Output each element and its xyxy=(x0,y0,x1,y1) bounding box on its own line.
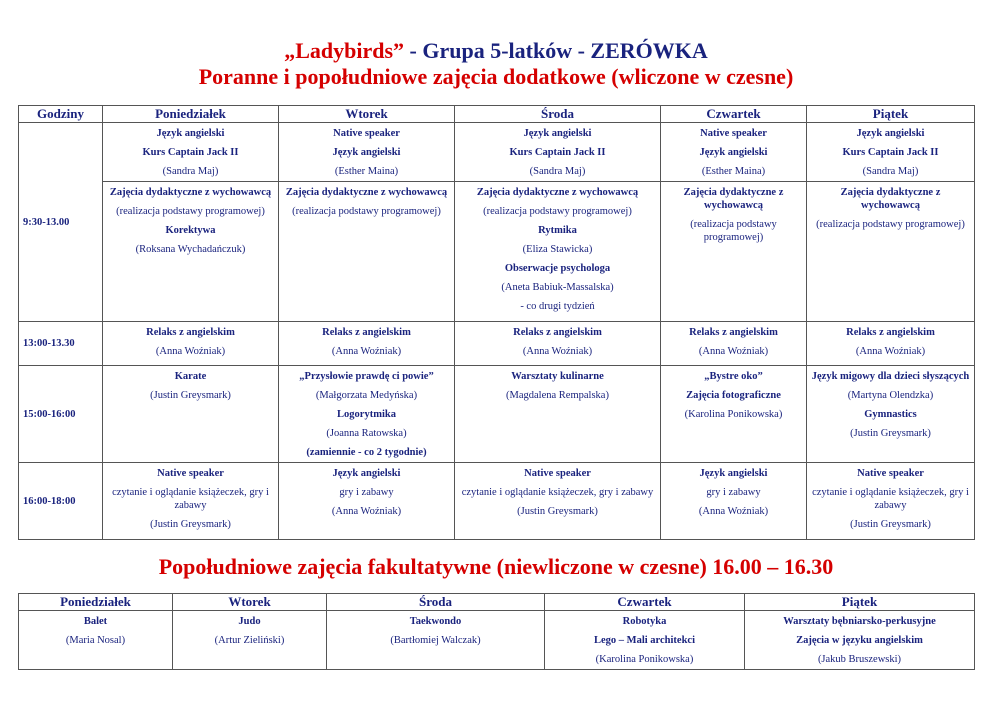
schedule-cell-line: Zajęcia dydaktyczne z wychowawcą xyxy=(840,187,941,211)
schedule-cell-line: (Anna Woźniak) xyxy=(155,346,226,357)
schedule-cell xyxy=(279,322,455,366)
schedule-row xyxy=(19,366,975,463)
schedule-cell xyxy=(455,463,661,540)
elective-cell-line: (Karolina Ponikowska) xyxy=(595,654,694,665)
schedule-cell-line: Język angielski xyxy=(332,468,401,479)
elective-cell xyxy=(545,611,745,670)
schedule-cell xyxy=(279,123,455,182)
schedule-cell-line: (Magdalena Rempalska) xyxy=(506,390,609,401)
schedule-cell-line: (Eliza Stawicka) xyxy=(522,244,593,255)
schedule-cell xyxy=(661,123,807,182)
schedule-cell-line: Obserwacje psychologa xyxy=(504,263,611,274)
schedule-cell-line: Native speaker xyxy=(700,128,767,139)
schedule-cell-line: (Aneta Babiuk-Massalska) xyxy=(501,282,614,293)
elective-cell xyxy=(745,611,975,670)
schedule-cell-line: Karate xyxy=(174,371,207,382)
electives-header-wednesday: Środa xyxy=(327,594,545,611)
schedule-cell-line: Relaks z angielskim xyxy=(146,327,235,338)
schedule-cell-line: Native speaker xyxy=(524,468,591,479)
col-header-friday: Piątek xyxy=(807,106,975,123)
schedule-cell-line: (Małgorzata Medyńska) xyxy=(315,390,418,401)
schedule-cell-line: Język angielski xyxy=(699,468,768,479)
schedule-cell-line: (Justin Greysmark) xyxy=(850,428,931,439)
schedule-cell-line: Gymnastics xyxy=(864,409,917,420)
elective-cell-line: Judo xyxy=(238,616,261,627)
schedule-cell-line: (Sandra Maj) xyxy=(162,166,219,177)
schedule-cell xyxy=(279,463,455,540)
schedule-cell-line: Kurs Captain Jack II xyxy=(842,147,939,158)
col-header-thursday: Czwartek xyxy=(661,106,807,123)
electives-title: Popołudniowe zajęcia fakultatywne (niewliczone w czesne) 16.00 – 16.30 xyxy=(158,554,834,579)
schedule-cell xyxy=(807,463,975,540)
electives-header-friday: Piątek xyxy=(745,594,975,611)
schedule-cell xyxy=(807,322,975,366)
elective-cell xyxy=(19,611,173,670)
schedule-cell-line: (Esther Maina) xyxy=(334,166,399,177)
elective-cell-line: (Artur Zieliński) xyxy=(214,635,285,646)
schedule-cell-line: Język angielski xyxy=(523,128,592,139)
schedule-cell xyxy=(103,123,279,182)
schedule-cell-line: Język angielski xyxy=(332,147,401,158)
schedule-cell-line: (realizacja podstawy programowej) xyxy=(483,206,632,217)
schedule-cell-line: Native speaker xyxy=(857,468,924,479)
schedule-cell-line: Zajęcia dydaktyczne z wychowawcą xyxy=(109,187,272,198)
schedule-cell-line: Rytmika xyxy=(538,225,577,236)
schedule-cell-line: Native speaker xyxy=(333,128,400,139)
col-header-hours: Godziny xyxy=(19,106,103,123)
schedule-cell-line: Zajęcia dydaktyczne z wychowawcą xyxy=(285,187,448,198)
schedule-cell-line: czytanie i oglądanie książeczek, gry i zabawy xyxy=(461,487,654,498)
schedule-cell-line: (Joanna Ratowska) xyxy=(326,428,407,439)
schedule-cell-line: czytanie i oglądanie książeczek, gry i zabawy xyxy=(112,487,269,511)
page-title xyxy=(0,38,992,64)
schedule-cell xyxy=(279,366,455,463)
schedule-cell-line: (realizacja podstawy programowej) xyxy=(690,219,777,243)
schedule-cell xyxy=(661,463,807,540)
schedule-cell xyxy=(455,123,661,182)
schedule-cell-line: Zajęcia dydaktyczne z wychowawcą xyxy=(683,187,784,211)
electives-table xyxy=(18,593,975,670)
electives-row xyxy=(19,611,975,670)
schedule-cell-line: (Anna Woźniak) xyxy=(855,346,926,357)
schedule-cell xyxy=(661,182,807,322)
schedule-cell-line: Native speaker xyxy=(157,468,224,479)
schedule-cell xyxy=(807,123,975,182)
schedule-cell xyxy=(455,322,661,366)
schedule-cell-line: Zajęcia fotograficzne xyxy=(686,390,781,401)
schedule-cell-line: (Justin Greysmark) xyxy=(517,506,598,517)
schedule-cell-line: (Justin Greysmark) xyxy=(150,390,231,401)
schedule-cell xyxy=(103,366,279,463)
elective-cell xyxy=(173,611,327,670)
schedule-cell-line: (Justin Greysmark) xyxy=(150,519,231,530)
schedule-cell-line: (Anna Woźniak) xyxy=(331,346,402,357)
schedule-cell-line: Logorytmika xyxy=(337,409,396,420)
schedule-cell-line: (Anna Woźniak) xyxy=(331,506,402,517)
elective-cell-line: (Bartłomiej Walczak) xyxy=(390,635,481,646)
schedule-cell-line: Korektywa xyxy=(165,225,216,236)
schedule-row xyxy=(19,322,975,366)
schedule-cell-line: (Roksana Wychadańczuk) xyxy=(135,244,246,255)
schedule-cell xyxy=(103,182,279,322)
elective-cell-line: Warsztaty bębniarsko-perkusyjne xyxy=(783,616,936,627)
schedule-cell xyxy=(807,182,975,322)
schedule-cell-line: Relaks z angielskim xyxy=(689,327,778,338)
schedule-cell-line: (Justin Greysmark) xyxy=(850,519,931,530)
elective-cell-line: Robotyka xyxy=(622,616,667,627)
schedule-cell-line: Język angielski xyxy=(156,128,225,139)
schedule-cell-line: (realizacja podstawy programowej) xyxy=(116,206,265,217)
group-name: „Ladybirds” xyxy=(284,38,405,63)
schedule-cell-line: (Esther Maina) xyxy=(701,166,766,177)
schedule-cell xyxy=(279,182,455,322)
schedule-cell-line: gry i zabawy xyxy=(706,487,761,498)
schedule-cell-line: Zajęcia dydaktyczne z wychowawcą xyxy=(476,187,639,198)
schedule-cell-line: (Karolina Ponikowska) xyxy=(684,409,783,420)
electives-header-thursday: Czwartek xyxy=(545,594,745,611)
schedule-cell-line: (zamiennie - co 2 tygodnie) xyxy=(306,447,427,458)
schedule-row xyxy=(19,123,975,182)
elective-cell-line: Lego – Mali architekci xyxy=(594,635,695,646)
schedule-cell-line: „Bystre oko” xyxy=(704,371,763,382)
schedule-cell xyxy=(455,366,661,463)
page-subtitle: Poranne i popołudniowe zajęcia dodatkowe (wliczone w czesne) xyxy=(198,64,794,89)
elective-cell-line: (Jakub Bruszewski) xyxy=(817,654,902,665)
schedule-cell xyxy=(807,366,975,463)
schedule-cell-line: Relaks z angielskim xyxy=(322,327,411,338)
schedule-header-row xyxy=(19,106,975,123)
time-slot: 16:00-18:00 xyxy=(19,463,103,540)
schedule-cell-line: gry i zabawy xyxy=(339,487,394,498)
schedule-cell-line: Kurs Captain Jack II xyxy=(142,147,239,158)
schedule-cell xyxy=(103,463,279,540)
schedule-cell xyxy=(455,182,661,322)
schedule-cell-line: (Sandra Maj) xyxy=(862,166,919,177)
schedule-row xyxy=(19,463,975,540)
schedule-cell-line: (realizacja podstawy programowej) xyxy=(816,219,965,230)
group-description: - Grupa 5-latków - ZERÓWKA xyxy=(404,38,708,63)
schedule-cell xyxy=(103,322,279,366)
schedule-cell-line: Język migowy dla dzieci słyszących xyxy=(811,371,970,382)
time-slot: 9:30-13.00 xyxy=(19,123,103,322)
elective-cell-line: Balet xyxy=(83,616,108,627)
schedule-cell-line: „Przysłowie prawdę ci powie” xyxy=(299,371,434,382)
time-slot: 13:00-13.30 xyxy=(19,322,103,366)
elective-cell xyxy=(327,611,545,670)
schedule-cell-line: Język angielski xyxy=(699,147,768,158)
col-header-wednesday: Środa xyxy=(455,106,661,123)
col-header-tuesday: Wtorek xyxy=(279,106,455,123)
elective-cell-line: Taekwondo xyxy=(409,616,462,627)
schedule-cell-line: (realizacja podstawy programowej) xyxy=(292,206,441,217)
schedule-cell-line: czytanie i oglądanie książeczek, gry i zabawy xyxy=(812,487,969,511)
schedule-cell xyxy=(661,366,807,463)
col-header-monday: Poniedziałek xyxy=(103,106,279,123)
electives-header-row xyxy=(19,594,975,611)
electives-header-monday: Poniedziałek xyxy=(19,594,173,611)
schedule-cell-line: Relaks z angielskim xyxy=(846,327,935,338)
schedule-cell xyxy=(661,322,807,366)
time-slot: 15:00-16:00 xyxy=(19,366,103,463)
schedule-cell-line: (Sandra Maj) xyxy=(529,166,586,177)
schedule-cell-line: (Anna Woźniak) xyxy=(522,346,593,357)
schedule-cell-line: - co drugi tydzień xyxy=(520,301,595,312)
schedule-cell-line: (Anna Woźniak) xyxy=(698,506,769,517)
schedule-cell-line: Kurs Captain Jack II xyxy=(509,147,606,158)
schedule-cell-line: (Anna Woźniak) xyxy=(698,346,769,357)
elective-cell-line: Zajęcia w języku angielskim xyxy=(796,635,923,646)
schedule-row xyxy=(19,182,975,322)
electives-header-tuesday: Wtorek xyxy=(173,594,327,611)
schedule-cell-line: Warsztaty kulinarne xyxy=(511,371,604,382)
weekly-schedule-table xyxy=(18,105,975,540)
elective-cell-line: (Maria Nosal) xyxy=(65,635,126,646)
schedule-cell-line: Język angielski xyxy=(856,128,925,139)
schedule-cell-line: (Martyna Olendzka) xyxy=(847,390,934,401)
schedule-cell-line: Relaks z angielskim xyxy=(513,327,602,338)
